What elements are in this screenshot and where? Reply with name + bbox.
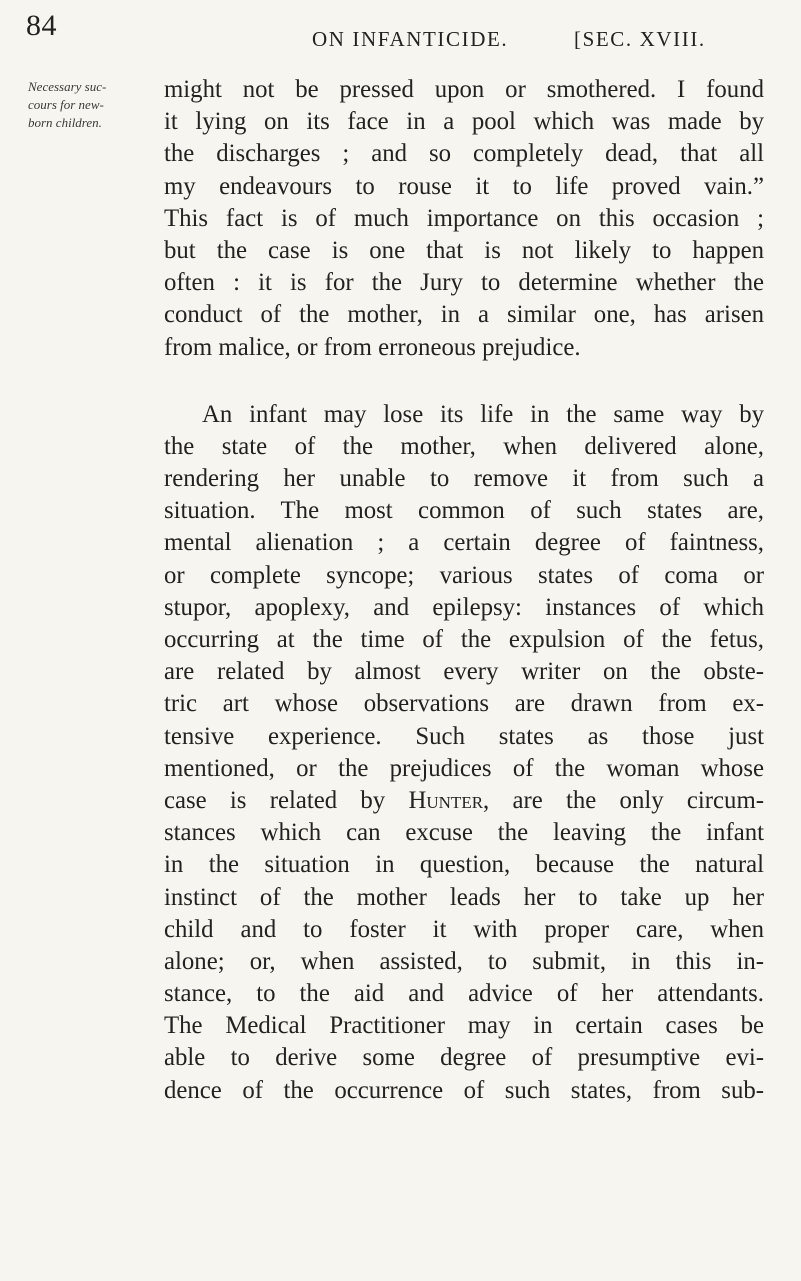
- page-number: 84: [26, 9, 57, 42]
- margin-note-line: Necessary suc-: [28, 79, 107, 94]
- running-title: ON INFANTICIDE.: [312, 27, 509, 51]
- running-head: [312, 24, 706, 54]
- text-line: An infant may lose its life in the same way by: [202, 400, 764, 428]
- text-line: occurring at the time of the expulsion of the fetus,: [164, 626, 764, 653]
- text-line: the state of the mother, when delivered alone,: [164, 432, 764, 460]
- section-label: [SEC. XVIII.: [574, 27, 706, 51]
- paragraph-2: [164, 399, 764, 1107]
- text-line: instinct of the mother leads her to take up her: [164, 883, 764, 911]
- text-fragment: case is related by: [164, 786, 409, 814]
- text-line: my endeavours to rouse it to life proved vain.”: [164, 172, 764, 200]
- text-line: often : it is for the Jury to determine whether the: [164, 269, 764, 297]
- text-fragment: , are the only circum-: [483, 786, 764, 814]
- text-line: the discharges ; and so completely dead, that all: [164, 140, 764, 168]
- text-line: dence of the occurrence of such states, from sub-: [164, 1076, 764, 1104]
- text-line: stances which can excuse the leaving the infant: [164, 819, 764, 847]
- author-name-hunter: Hunter: [408, 786, 484, 814]
- text-line: tric art whose observations are drawn from ex-: [164, 690, 764, 718]
- text-line: stupor, apoplexy, and epilepsy: instances of which: [164, 593, 764, 621]
- text-line-with-name: [164, 785, 764, 817]
- text-line: might not be pressed upon or smothered. I found: [164, 76, 764, 103]
- text-line: from malice, or from erroneous prejudice.: [164, 333, 581, 361]
- text-line: it lying on its face in a pool which was made by: [164, 108, 764, 136]
- text-line: This fact is of much importance on this occasion ;: [164, 204, 764, 232]
- text-line: mentioned, or the prejudices of the woman whose: [164, 754, 764, 782]
- margin-note-line: cours for new-: [28, 97, 104, 112]
- margin-note-line: born children.: [28, 115, 102, 130]
- text-line: child and to foster it with proper care, when: [164, 915, 764, 943]
- body-text: [164, 74, 764, 1107]
- margin-note: [28, 78, 153, 132]
- text-line: in the situation in question, because the natural: [164, 851, 764, 879]
- text-line: The Medical Practitioner may in certain cases be: [164, 1012, 764, 1040]
- text-line: alone; or, when assisted, to submit, in this in-: [164, 947, 764, 975]
- text-line: tensive experience. Such states as those just: [164, 722, 764, 750]
- text-line: able to derive some degree of presumptive evi-: [164, 1044, 764, 1072]
- text-line: rendering her unable to remove it from such a: [164, 465, 764, 493]
- text-line: conduct of the mother, in a similar one, has arisen: [164, 301, 764, 329]
- paragraph-1: [164, 74, 764, 364]
- text-line: stance, to the aid and advice of her attendants.: [164, 980, 764, 1008]
- text-line: are related by almost every writer on the obste-: [164, 658, 764, 686]
- text-line: but the case is one that is not likely to happen: [164, 236, 764, 264]
- text-line: situation. The most common of such states are,: [164, 497, 764, 525]
- text-line: or complete syncope; various states of coma or: [164, 561, 764, 589]
- text-line: mental alienation ; a certain degree of faintness,: [164, 529, 764, 557]
